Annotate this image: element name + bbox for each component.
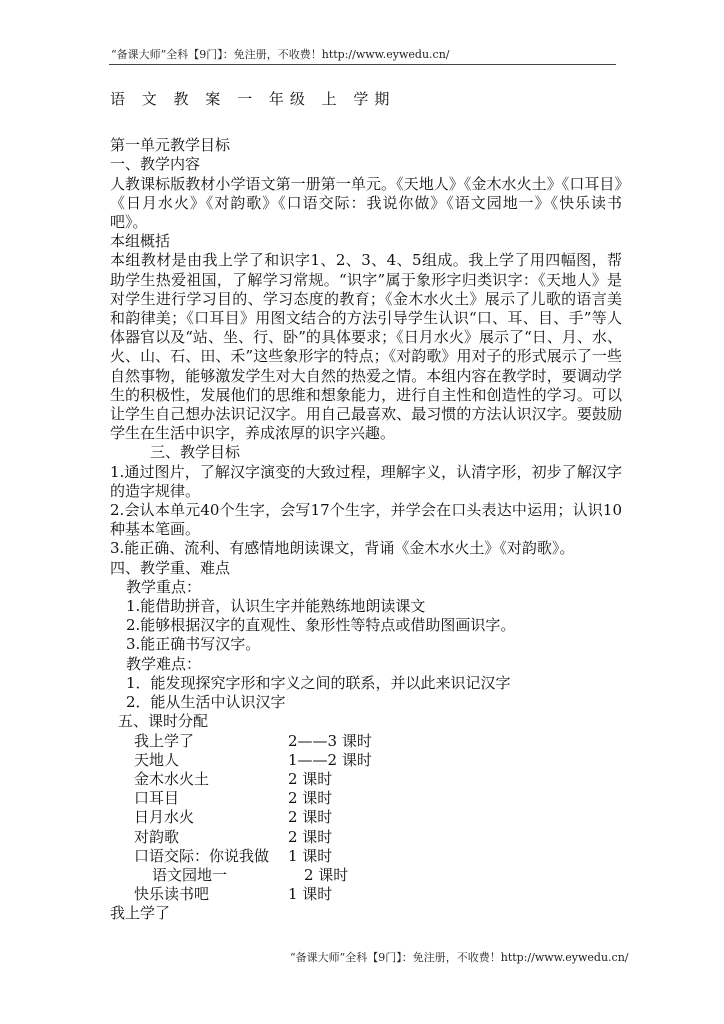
schedule-row bbox=[110, 866, 622, 885]
content-paragraph: 人教课标版教材小学语文第一册第一单元。《天地人》《金木水火土》《口耳目》《日月水火》《对韵歌》《口语交际：我说你做》《语文园地一》《快乐读书吧》。 bbox=[110, 174, 622, 232]
lesson-name: 金木水火土 bbox=[134, 769, 210, 788]
difficult-point-item: 1．能发现探究字形和字义之间的联系，并以此来识记汉字 bbox=[126, 673, 511, 692]
lesson-hours: 2——3 课时 bbox=[288, 731, 372, 750]
section-heading-goals: 三、教学目标 bbox=[150, 443, 241, 462]
difficult-points-heading: 教学难点： bbox=[126, 654, 202, 673]
lesson-name: 语文园地一 bbox=[152, 865, 228, 884]
schedule-table bbox=[110, 732, 622, 905]
page-header: “备课大师”全科【9门】：免注册，不收费！http://www.eywedu.cn/ bbox=[111, 48, 450, 61]
key-point-item: 1.能借助拼音，认识生字并能熟练地朗读课文 bbox=[126, 597, 426, 616]
schedule-row bbox=[110, 885, 622, 904]
lesson-name: 口语交际：你说我做 bbox=[134, 846, 270, 865]
section-heading-key-points: 四、教学重、难点 bbox=[110, 558, 231, 577]
schedule-row bbox=[110, 770, 622, 789]
schedule-row bbox=[110, 828, 622, 847]
overview-heading: 本组概括 bbox=[110, 232, 171, 251]
schedule-row bbox=[110, 847, 622, 866]
schedule-row bbox=[110, 732, 622, 751]
lesson-hours: 2 课时 bbox=[304, 865, 349, 884]
lesson-hours: 2 课时 bbox=[288, 789, 333, 808]
overview-paragraph: 本组教材是由我上学了和识字1、2、3、4、5组成。我上学了用四幅图，帮助学生热爱祖国，了解学习常规。“识字”属于象形字归类识字：《天地人》是对学生进行学习目的、学习态度的教育；《金木水火土》展示了儿歌的语言美和韵律美；《口耳目》用图文结合的方法引导学生认识“口、耳、目、手”等人体器官以及“站、坐、行、卧”的具体要求；《日月水火》展示了“日、月、水、火、山、石、田、禾”这些象形字的特点；《对韵歌》用对子的形式展示了一些自然事物，能够激发学生对大自然的热爱之情。本组内容在教学时，要调动学生的积极性，发展他们的思维和想象能力，进行自主性和创造性的学习。可以让学生自己想办法识记汉字。用自己最喜欢、最习惯的方法认识汉字。要鼓励学生在生活中识字，养成浓厚的识字兴趣。 bbox=[110, 251, 622, 443]
schedule-row bbox=[110, 751, 622, 770]
section-heading-content: 一、教学内容 bbox=[110, 155, 201, 174]
schedule-row bbox=[110, 808, 622, 827]
lesson-name: 口耳目 bbox=[134, 789, 180, 808]
difficult-point-item: 2．能从生活中认识汉字 bbox=[126, 693, 286, 712]
schedule-row bbox=[110, 789, 622, 808]
document-title: 语 文 教 案 一 年级 上 学期 bbox=[110, 90, 396, 108]
document-body bbox=[110, 90, 622, 924]
lesson-name: 天地人 bbox=[134, 750, 180, 769]
lesson-hours: 2 课时 bbox=[288, 827, 333, 846]
goal-item: 3.能正确、流利、有感情地朗读课文，背诵《金木水火土》《对韵歌》。 bbox=[110, 539, 575, 558]
lesson-name: 对韵歌 bbox=[134, 827, 180, 846]
key-points-heading: 教学重点： bbox=[126, 577, 202, 596]
lesson-hours: 1——2 课时 bbox=[288, 750, 372, 769]
goal-item: 1.通过图片，了解汉字演变的大致过程，理解字义，认清字形，初步了解汉字的造字规律。 bbox=[110, 462, 622, 500]
lesson-name: 日月水火 bbox=[134, 808, 195, 827]
key-point-item: 2.能够根据汉字的直观性、象形性等特点或借助图画识字。 bbox=[126, 616, 516, 635]
page-footer: “备课大师”全科【9门】：免注册，不收费！http://www.eywedu.cn/ bbox=[290, 951, 629, 964]
lesson-hours: 2 课时 bbox=[288, 808, 333, 827]
lesson-hours: 1 课时 bbox=[288, 846, 333, 865]
header-divider bbox=[109, 64, 616, 65]
lesson-name: 我上学了 bbox=[134, 731, 195, 750]
goal-item: 2.会认本单元40个生字，会写17个生字，并学会在口头表达中运用；认识10种基本笔画。 bbox=[110, 501, 622, 539]
next-lesson-heading: 我上学了 bbox=[110, 904, 171, 923]
section-heading-schedule: 五、课时分配 bbox=[118, 712, 209, 731]
lesson-hours: 2 课时 bbox=[288, 769, 333, 788]
key-point-item: 3.能正确书写汉字。 bbox=[126, 635, 261, 654]
lesson-name: 快乐读书吧 bbox=[134, 885, 210, 904]
lesson-hours: 1 课时 bbox=[288, 885, 333, 904]
unit-heading: 第一单元教学目标 bbox=[110, 136, 231, 155]
